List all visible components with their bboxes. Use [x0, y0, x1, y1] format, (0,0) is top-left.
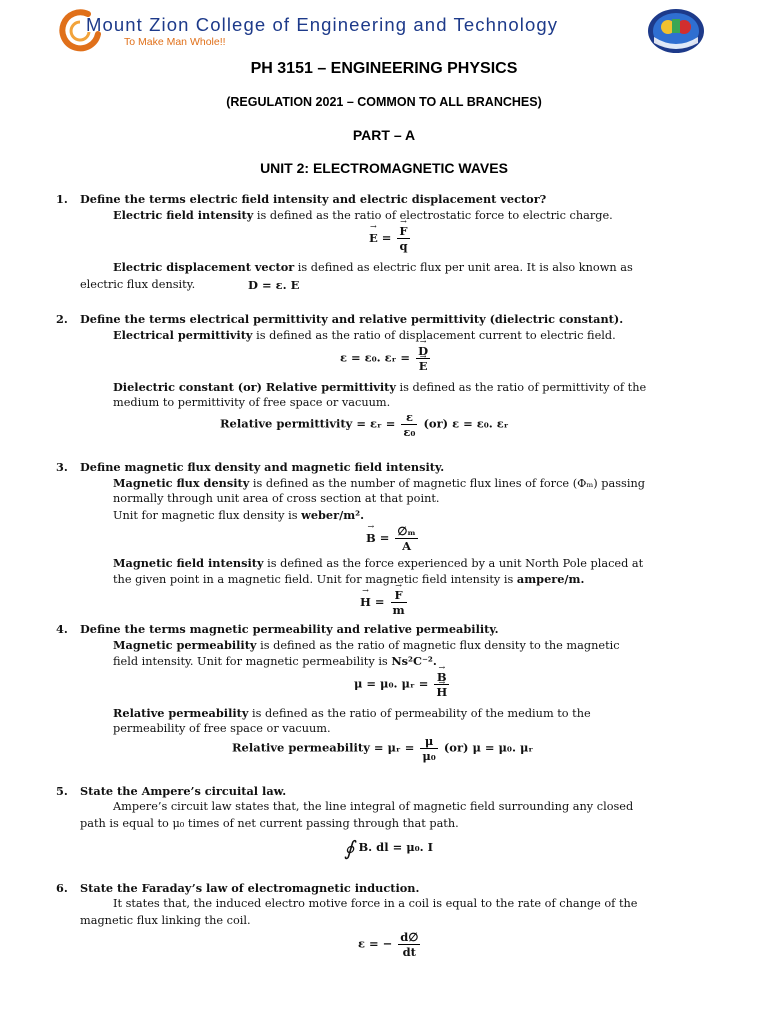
definition: is defined as the ratio of magnetic flux density to the magnetic — [256, 639, 620, 652]
part-heading: PART – A — [352, 127, 416, 143]
equation — [358, 930, 422, 959]
question-number: 5. — [56, 784, 68, 798]
answer-line — [113, 508, 364, 523]
answer-line — [80, 914, 251, 928]
equation-lhs: Relative permeability = μᵣ = — [232, 740, 415, 755]
equation-rhs: (or) μ = μ₀. μᵣ — [443, 740, 534, 755]
term: Dielectric constant (or) Relative permittivity — [113, 380, 396, 394]
numerator: d∅ — [400, 930, 419, 944]
fraction — [416, 344, 430, 373]
term: Magnetic field intensity — [113, 556, 264, 570]
definition: is defined as the ratio of displacement current to electric field. — [252, 329, 616, 342]
college-header — [0, 0, 768, 56]
equation-lhs: ε = − — [358, 936, 393, 951]
numerator: → D — [418, 344, 428, 358]
definition: is defined as the ratio of electrostatic force to electric charge. — [253, 209, 613, 222]
definition: medium to permittivity of free space or vacuum. — [113, 396, 391, 409]
unit-value: weber/m². — [301, 508, 365, 522]
definition: electric flux density. — [80, 278, 196, 291]
question-5 — [56, 784, 286, 798]
definition: normally through unit area of cross section at that point. — [113, 492, 440, 505]
definition: is defined as electric flux per unit area. It is also known as — [294, 261, 633, 274]
answer-line — [113, 492, 439, 506]
equation-lhs: Relative permittivity = εᵣ = — [220, 416, 396, 431]
denominator: ε₀ — [403, 425, 416, 439]
fraction — [391, 588, 407, 617]
equation — [232, 734, 533, 763]
equation: D = ε. E — [248, 278, 300, 292]
question-text: Define the terms electric field intensity and electric displacement vector? — [80, 192, 547, 206]
definition: the given point in a magnetic field. Unit for magnetic field intensity is — [113, 573, 517, 586]
answer-line — [113, 572, 584, 587]
numerator: → B — [437, 670, 447, 684]
answer-line — [80, 278, 195, 292]
numerator: ε — [401, 410, 417, 425]
fraction — [434, 670, 449, 699]
question-number: 6. — [56, 881, 68, 895]
question-text: State the Faraday’s law of electromagnetic induction. — [80, 881, 420, 895]
term: Electrical permittivity — [113, 328, 253, 342]
question-2 — [56, 312, 623, 326]
definition: is defined as the number of magnetic flux lines of force (Φₘ) passing — [249, 477, 645, 490]
definition: magnetic flux linking the coil. — [80, 914, 251, 927]
fraction — [395, 524, 417, 553]
answer-line — [113, 654, 437, 669]
question-text: Define magnetic flux density and magnetic field intensity. — [80, 460, 445, 474]
college-name: Mount Zion College of Engineering and Technology — [86, 14, 559, 35]
denominator: q — [399, 239, 408, 253]
unit-label: Unit for magnetic flux density is — [113, 509, 302, 522]
equation — [340, 344, 432, 373]
equation — [220, 410, 509, 439]
denominator: μ₀ — [422, 749, 436, 763]
answer-line — [113, 208, 613, 223]
numerator: ∅ₘ — [397, 524, 416, 538]
definition: is defined as the force experienced by a unit North Pole placed at — [263, 557, 644, 570]
question-number: 3. — [56, 460, 68, 474]
equation-lhs: μ = μ₀. μᵣ = — [354, 676, 429, 691]
definition: is defined as the ratio of permittivity of the — [395, 381, 647, 394]
fraction — [420, 734, 437, 763]
fraction — [397, 224, 409, 253]
answer-line — [113, 800, 701, 814]
term: Magnetic flux density — [113, 476, 250, 490]
denominator: → E — [419, 359, 428, 373]
definition: It states that, the induced electro motive force in a coil is equal to the rate of change of the — [113, 897, 638, 910]
numerator: μ — [420, 734, 437, 749]
equation-lhs: → H — [360, 595, 371, 609]
denominator: dt — [402, 945, 416, 959]
answer-line — [113, 260, 701, 275]
equation: → E = → $\frac{F}{q}$ — [369, 224, 412, 253]
answer-line — [113, 476, 701, 491]
term: Magnetic permeability — [113, 638, 257, 652]
definition: permeability of free space or vacuum. — [113, 722, 331, 735]
answer-line — [113, 638, 701, 653]
equation-lhs: → B — [366, 531, 376, 545]
question-4 — [56, 622, 499, 636]
equation-rhs: (or) ε = ε₀. εᵣ — [423, 416, 509, 431]
denominator: A — [402, 539, 412, 553]
denominator: → H — [436, 685, 447, 699]
equation: → H = → $\frac{F}{m}$ — [360, 588, 409, 617]
question-number: 2. — [56, 312, 68, 326]
fraction — [398, 930, 420, 959]
unit-value: Ns²C⁻². — [391, 654, 437, 668]
numerator: → F — [395, 588, 403, 602]
denominator: m — [392, 603, 405, 617]
equation-body: B. dl = μ₀. I — [358, 840, 434, 854]
equation — [344, 836, 433, 860]
answer-line — [113, 328, 616, 343]
college-emblem-icon — [646, 7, 706, 55]
question-number: 1. — [56, 192, 68, 206]
answer-line — [113, 380, 701, 395]
equation-lhs: ε = ε₀. εᵣ = — [340, 350, 411, 365]
question-text: Define the terms magnetic permeability and relative permeability. — [80, 622, 499, 636]
regulation-subtitle: (REGULATION 2021 – COMMON TO ALL BRANCHES) — [226, 95, 542, 109]
question-text: State the Ampere’s circuital law. — [80, 784, 287, 798]
answer-line — [113, 556, 701, 571]
definition: path is equal to μ₀ times of net current passing through that path. — [80, 817, 459, 830]
term: Electric field intensity — [113, 208, 254, 222]
equation: → B = $\frac{\text{∅ₘ}}{A}$ — [366, 524, 420, 553]
question-1 — [56, 192, 546, 206]
term: Relative permeability — [113, 706, 249, 720]
question-number: 4. — [56, 622, 68, 636]
answer-line — [113, 396, 390, 410]
fraction — [401, 410, 417, 439]
question-6 — [56, 881, 419, 895]
definition: field intensity. Unit for magnetic permeability is — [113, 655, 392, 668]
unit-heading: UNIT 2: ELECTROMAGNETIC WAVES — [260, 160, 508, 176]
question-text: Define the terms electrical permittivity and relative permittivity (dielectric constant). — [80, 312, 624, 326]
definition: Ampere’s circuit law states that, the line integral of magnetic field surrounding any closed — [113, 800, 634, 813]
answer-line — [113, 897, 701, 911]
numerator: → F — [399, 224, 407, 238]
answer-line — [113, 706, 701, 721]
question-3 — [56, 460, 444, 474]
answer-line — [80, 817, 459, 831]
unit-value: ampere/m. — [516, 572, 585, 586]
college-tagline: To Make Man Whole!! — [124, 36, 226, 48]
equation-lhs: → E — [369, 231, 378, 245]
course-title: PH 3151 – ENGINEERING PHYSICS — [250, 60, 518, 77]
equation — [354, 670, 451, 699]
contour-integral-icon: ∮ — [344, 836, 355, 860]
definition: is defined as the ratio of permeability of the medium to the — [248, 707, 591, 720]
term: Electric displacement vector — [113, 260, 295, 274]
